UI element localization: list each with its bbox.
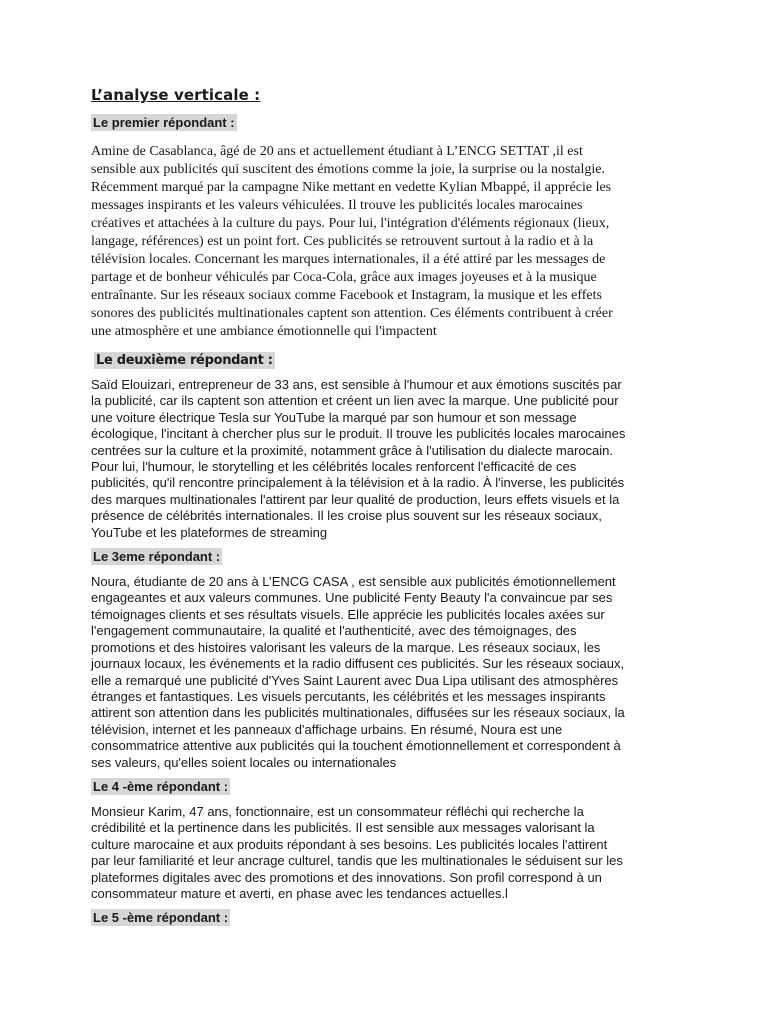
section-paragraph-3: Noura, étudiante de 20 ans à L’ENCG CASA , est sensible aux publicités émotionnellement engageantes et aux valeurs communes. Une publicité Fenty Beauty l'a convaincue par ses témoignages clients et ses résultats visuels. Elle apprécie les publicités locales axées sur l'engagement communautaire, la qualité et l'authenticité, avec des témoignages, des promotions et des histoires valorisant les valeurs de la marque. Les réseaux sociaux, les journaux locaux, les événements et la radio diffusent ces publicités. Sur les réseaux sociaux, elle a remarqué une publicité d'Yves Saint Laurent avec Dua Lipa utilisant des atmosphères étranges et fantastiques. Les visuels percutants, les célébrités et les messages inspirants attirent son attention dans les publicités multinationales, diffusées sur les réseaux sociaux, la télévision, internet et les panneaux d'affichage urbains. En résumé, Noura est une consommatrice attentive aux publicités qui la touchent émotionnellement et correspondent à ses valeurs, qu'elles soient locales ou internationales	[91, 574, 625, 770]
document-page	[91, 86, 681, 927]
section-header-2: Le deuxième répondant :	[96, 353, 273, 368]
section-header-1: Le premier répondant :	[93, 115, 235, 130]
section-header-4: Le 4 -ème répondant :	[93, 778, 229, 794]
section-header-5: Le 5 -ème répondant :	[93, 910, 229, 926]
section-paragraph-4: Monsieur Karim, 47 ans, fonctionnaire, est un consommateur réfléchi qui recherche la crédibilité et la pertinence dans les publicités. Il est sensible aux messages valorisant la culture marocaine et aux produits répondant à ses besoins. Les publicités locales l'attirent par leur familiarité et leur ancrage culturel, tandis que les multinationales le séduisent sur les plateformes digitales avec des promotions et des innovations. Son profil correspond à un consommateur mature et averti, en phase avec les tendances actuelles.l	[91, 803, 623, 901]
section-paragraph-2: Saïd Elouizari, entrepreneur de 33 ans, est sensible à l'humour et aux émotions suscités par la publicité, car ils captent son attention et créent un lien avec la marque. Une publicité pour une voiture électrique Tesla sur YouTube la marqué par son humour et son message écologique, l'incitant à chercher plus sur le produit. Il trouve les publicités locales marocaines centrées sur la culture et la proximité, notamment grâce à l'utilisation du dialecte marocain. Pour lui, l'humour, le storytelling et les célébrités locales renforcent l'efficacité de ces publicités, qu'il rencontre principalement à la télévision et à la radio. À l'inverse, les publicités des marques multinationales l'attirent par leur qualité de production, leurs effets visuels et la présence de célébrités internationales. Il les croise plus souvent sur les réseaux sociaux, YouTube et les plateformes de streaming	[91, 377, 626, 540]
section-header-3: Le 3eme répondant :	[93, 549, 221, 565]
section-paragraph-1: Amine de Casablanca, âgé de 20 ans et actuellement étudiant à L’ENCG SETTAT ,il est sensible aux publicités qui suscitent des émotions comme la joie, la surprise ou la nostalgie. Récemment marqué par la campagne Nike mettant en vedette Kylian Mbappé, il apprécie les messages inspirants et les valeurs véhiculées. Il trouve les publicités locales marocaines créatives et attachées à la culture du pays. Pour lui, l'intégration d'éléments régionaux (lieux, langage, références) est un point fort. Ces publicités se retrouvent surtout à la radio et à la télévision locales. Concernant les marques internationales, il a été attiré par les messages de partage et de bonheur véhiculés par Coca-Cola, grâce aux images joyeuses et à la musique entraînante. Sur les réseaux sociaux comme Facebook et Instagram, la musique et les effets sonores des publicités multinationales captent son attention. Ces éléments contribuent à créer une atmosphère et une ambiance émotionnelle qui l'impactent	[91, 144, 613, 339]
document-title: L’analyse verticale :	[91, 86, 261, 104]
